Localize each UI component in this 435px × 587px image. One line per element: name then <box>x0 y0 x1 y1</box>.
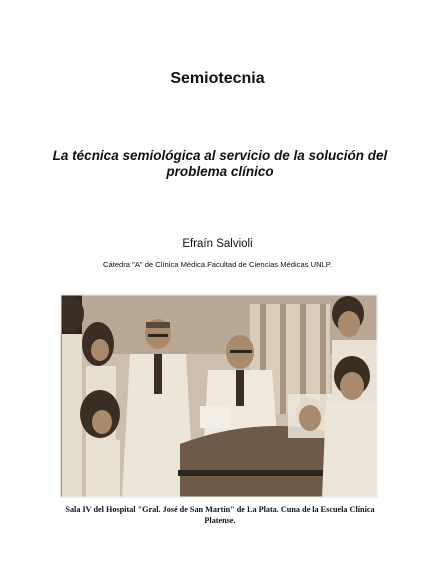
page-subtitle: La técnica semiológica al servicio de la solución del problema clínico <box>52 148 388 179</box>
figure-caption: Sala IV del Hospital "Gral. José de San Martín" de La Plata. Cuna de la Escuela Clínica Platense. <box>65 505 375 525</box>
page-title: Semiotecnia <box>170 70 265 87</box>
author-name: Efraín Salvioli <box>182 238 253 250</box>
hospital-ward-photo <box>60 294 378 498</box>
author-affiliation: Cátedra "A" de Clínica Médica.Facultad de Ciencias Médicas UNLP. <box>103 260 332 269</box>
photo-illustration <box>60 294 378 498</box>
